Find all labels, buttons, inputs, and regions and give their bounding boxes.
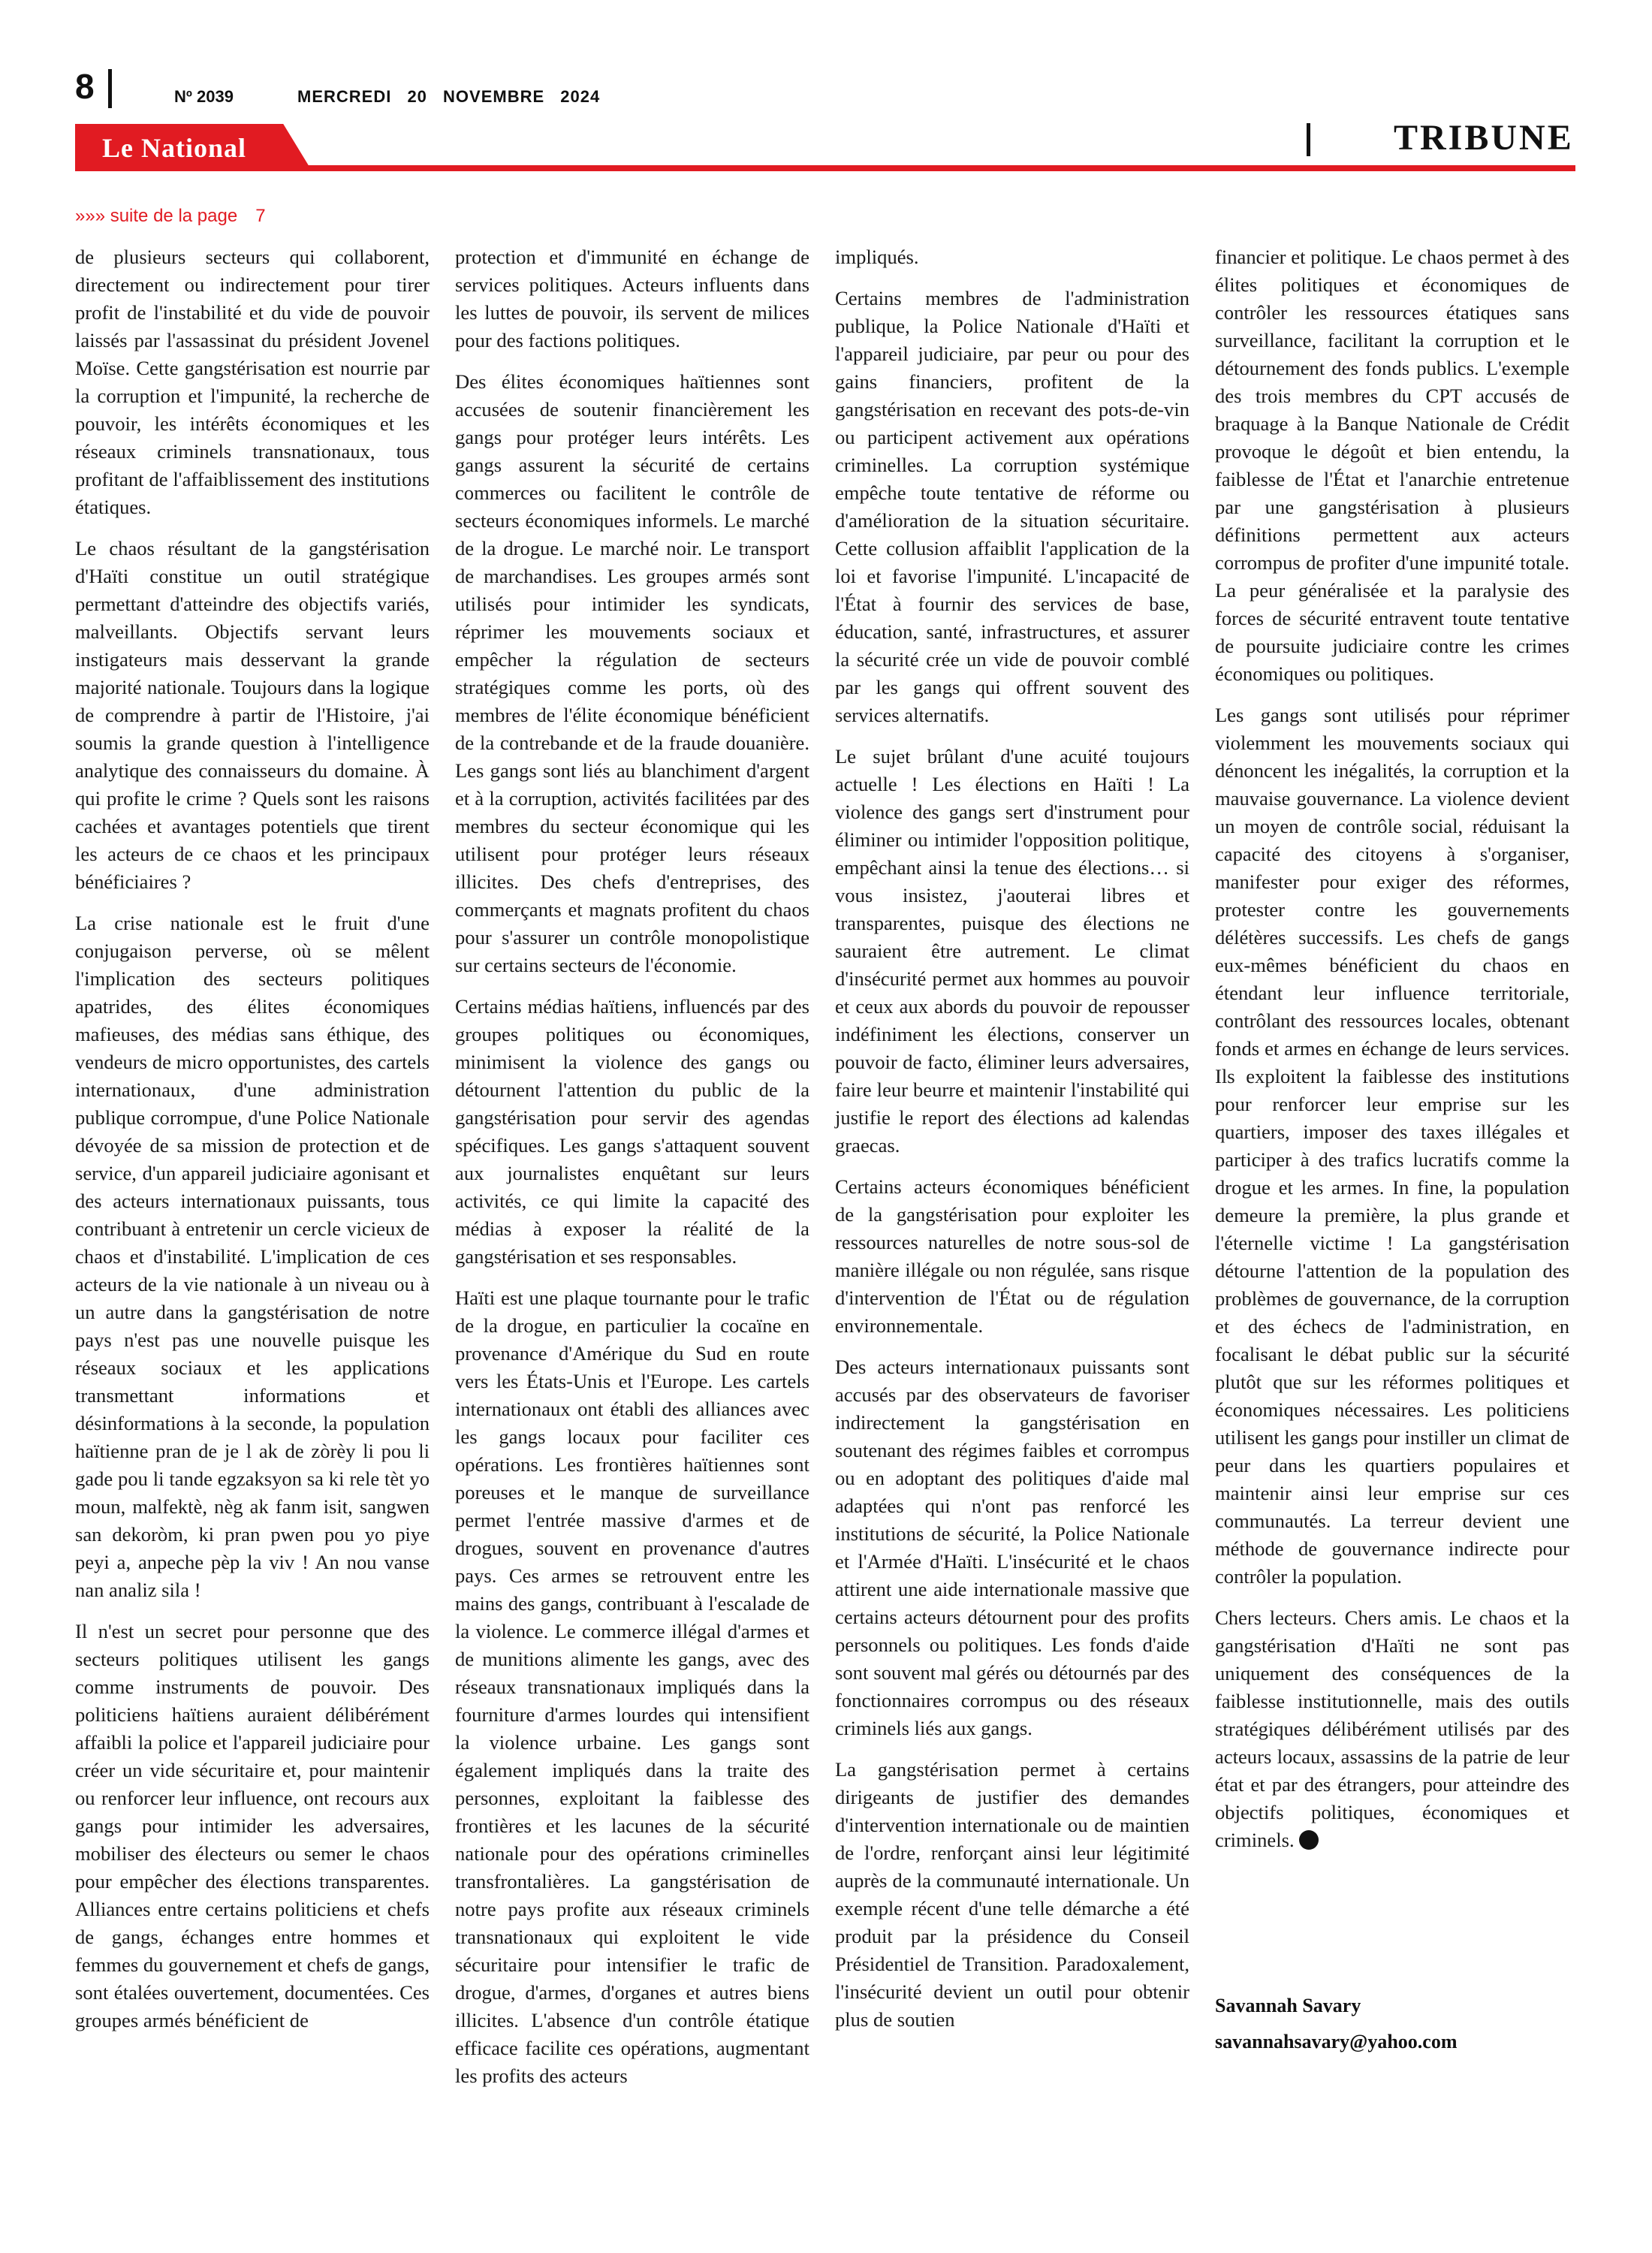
closing-paragraph [1215,1604,1569,1854]
article-column-1 [75,243,430,2048]
article-column-4 [1215,243,1569,1868]
continued-page: 7 [255,206,266,226]
paragraph: protection et d'immunité en échange de services politiques. Acteurs influents dans les luttes de pouvoir, ils servent de milices pour des factions politiques. [455,246,809,351]
paragraph: Certains acteurs économiques bénéficient de la gangstérisation pour exploiter les ressources naturelles de notre sous-sol de manière illégale ou non régulée, sans risque d'intervention de l'État ou de régulation environnementale. [835,1175,1189,1337]
paragraph: Il n'est un secret pour personne que des secteurs politiques utilisent les gangs comme instruments de pouvoir. Des politiciens haïtiens auraient délibérément affaibli la police et l'appareil judiciaire pour créer un vide sécuritaire et, pour maintenir ou renforcer leur influence, ont recours aux gangs pour intimider les adversaires, mobiliser des électeurs ou semer le chaos pour empêcher des élections transparentes. Alliances entre certains politiciens et chefs de gangs, échanges entre hommes et femmes du gouvernement et chefs de gangs, sont étalées ouvertement, documentées. Ces groupes armés bénéficient de [75,1620,430,2031]
article-column-3 [835,243,1189,2047]
paragraph: Les gangs sont utilisés pour réprimer violemment les mouvements sociaux qui dénoncent les inégalités, la corruption et la mauvaise gouvernance. La violence devient un moyen de contrôle social, réduisant la capacité des citoyens à s'organiser, manifester pour exiger des réformes, protester contre les gouvernements délétères successifs. Les chefs de gangs eux-mêmes bénéficient du chaos en étendant leur influence territoriale, contrôlant des ressources locales, obtenant fonds et armes en échange de leurs services. Ils exploitent la faiblesse des institutions pour renforcer leur emprise sur les quartiers, imposer des taxes illégales et participer à des trafics lucratifs comme la drogue et les armes. In fine, la population demeure la première, la plus grande et l'éternelle victime ! La gangstérisation détourne l'attention de la population des problèmes de gouvernance, de la corruption et des échecs de l'administration, en focalisant le débat public sur la sécurité plutôt que sur les réformes politiques et économiques nécessaires. Les politiciens utilisent les gangs pour instiller un climat de peur dans les quartiers populaires et maintenir ainsi leur emprise sur ces communautés. La terreur devient une méthode de gouvernance indirecte pour contrôler la population. [1215,704,1569,1588]
paragraph: impliqués. [835,246,919,268]
paragraph: Certains membres de l'administration publique, la Police Nationale d'Haïti et l'appareil judiciaire, par peur ou pour des gains financiers, profitent de la gangstérisation en recevant des pots-de-vin ou participent activement aux opérations criminelles. La corruption systémique empêche toute tentative de réforme ou d'amélioration de la situation sécuritaire. Cette collusion affaiblit l'application de la loi et favorise l'impunité. L'incapacité de l'État à fournir des services de base, éducation, santé, infrastructures, et assurer la sécurité crée un vide de pouvoir comblé par les gangs qui offrent souvent des services alternatifs. [835,287,1189,726]
header-rule [75,165,1575,171]
section-title: TRIBUNE [1394,118,1574,158]
issue-date: MERCREDI 20 NOVEMBRE 2024 [297,87,601,106]
paragraph: Certains médias haïtiens, influencés par des groupes politiques ou économiques, minimisent la violence des gangs ou détournent l'attention du public de la gangstérisation pour servir des agendas spécifiques. Les gangs s'attaquent souvent aux journalistes enquêtant sur leurs activités, ce qui limite la capacité des médias à exposer la réalité de la gangstérisation et ses responsables. [455,995,809,1268]
header-divider [108,69,112,108]
section-divider [1307,123,1310,156]
author-name: Savannah Savary [1215,1995,1361,2016]
paragraph: Des élites économiques haïtiennes sont accusées de soutenir financièrement les gangs pour protéger leurs intérêts. Les gangs assurent la sécurité de certains commerces ou facilitent le contrôle de secteurs économiques informels. Le marché de la drogue. Le marché noir. Le transport de marchandises. Les groupes armés sont utilisés pour intimider les syndicats, réprimer les mouvements sociaux et empêcher la régulation de secteurs stratégiques comme les ports, où des membres de l'élite économique bénéficient de la contrebande et de la fraude douanière. Les gangs sont liés au blanchiment d'argent et à la corruption, activités facilitées par des membres du secteur économique qui les utilisent pour protéger leurs réseaux illicites. Des chefs d'entreprises, des commerçants et magnats profitent du chaos pour s'assurer un contrôle monopolistique sur certains secteurs de l'économie. [455,370,809,976]
paragraph: financier et politique. Le chaos permet à des élites politiques et économiques de contrôler les ressources étatiques sans surveillance, facilitant la corruption et le détournement des fonds publics. L'exemple des trois membres du CPT accusés de braquage à la Banque Nationale de Crédit provoque le dégoût et bien entendu, la faiblesse de l'État et l'anarchie entretenue par une gangstérisation à plusieurs définitions permettent aux acteurs corrompus de profiter d'une impunité totale. La peur généralisée et la paralysie des forces de sécurité entravent toute tentative de poursuite judiciaire contre les crimes économiques ou politiques. [1215,246,1569,685]
paragraph: Le chaos résultant de la gangstérisation d'Haïti constitue un outil stratégique permettant d'atteindre des objectifs variés, malveillants. Objectifs servant leurs instigateurs mais desservant la grande majorité nationale. Toujours dans la logique de comprendre à partir de l'Histoire, j'ai soumis la grande question à l'intelligence analytique des connaisseurs du domaine. À qui profite le crime ? Quels sont les raisons cachées et avantages potentiels que tirent les acteurs de ce chaos et les principaux bénéficiaires ? [75,537,430,893]
issue-number: Nº 2039 [174,87,234,106]
paragraph: Le sujet brûlant d'une acuité toujours actuelle ! Les élections en Haïti ! La violence des gangs sert d'instrument pour éliminer ou intimider l'opposition politique, empêchant ainsi la tenue des élections… si vous insistez, j'aouterai libres et transparentes, puisque des élections ne sauraient être autrement. Le climat d'insécurité permet aux hommes au pouvoir et ceux aux abords du pouvoir de repousser indéfiniment les élections, conserver un pouvoir de facto, éliminer leurs adversaires, faire leur beurre et maintenir l'instabilité qui justifie le report des élections ad kalendas graecas. [835,745,1189,1157]
paragraph: Haïti est une plaque tournante pour le trafic de la drogue, en particulier la cocaïne en provenance d'Amérique du Sud en route vers les États-Unis et l'Europe. Les cartels internationaux ont établi des alliances avec les gangs locaux pour faciliter ces opérations. Les frontières haïtiennes sont poreuses et le manque de surveillance permet l'entrée massive d'armes et de drogues, souvent en provenance d'autres pays. Ces armes se retrouvent entre les mains des gangs, contribuant à l'escalade de la violence. Le commerce illégal d'armes et de munitions alimente les gangs, avec des réseaux transnationaux impliqués dans la fourniture d'armes lourdes qui intensifient la violence urbaine. Les gangs sont également impliqués dans la traite des personnes, exploitant la faiblesse des frontières et les lacunes de la sécurité nationale pour des opérations criminelles transfrontalières. La gangstérisation de notre pays profite aux réseaux criminels transnationaux qui exploitent le vide sécuritaire pour intensifier le trafic de drogue, d'armes, d'organes et autres biens illicites. L'absence d'un contrôle étatique efficace facilite ces opérations, augmentant les profits des acteurs [455,1286,809,2087]
continued-from [75,206,266,227]
end-mark-icon [1299,1830,1319,1850]
author-email: savannahsavary@yahoo.com [1215,2031,1458,2052]
paragraph: La crise nationale est le fruit d'une conjugaison perverse, où se mêlent l'implication des secteurs politiques apatrides, des élites économiques mafieuses, des médias sans éthique, des vendeurs de micro opportunistes, des cartels internationaux, d'une administration publique corrompue, d'une Police Nationale dévoyée de sa mission de protection et de service, d'un appareil judiciaire agonisant et des acteurs internationaux puissants, tous contribuant à entretenir un cercle vicieux de chaos et d'instabilité. L'implication de ces acteurs de la vie nationale à un niveau ou à un autre dans la gangstérisation de notre pays n'est pas une nouvelle puisque les réseaux sociaux et les applications transmettant informations et désinformations à la seconde, la population haïtienne pran de je l ak de zòrèy li pou li gade pou li tande egzaksyon sa ki rele tèt yo moun, malfektè, nèg ak fanm isit, sangwen san dekoròm, ki pran pwen pou yo piye peyi a, anpeche pèp la viv ! An nou vanse nan analiz sila ! [75,912,430,1601]
continued-label: »»» suite de la page [75,206,238,226]
closing-text: Chers lecteurs. Chers amis. Le chaos et la gangstérisation d'Haïti ne sont pas uniquement des conséquences de la faiblesse institutionnelle, mais des outils stratégiques délibérément utilisés par des acteurs locaux, assassins de la patrie de leur état et par des étrangers, pour atteindre des objectifs politiques, économiques et criminels. [1215,1606,1569,1851]
paragraph: La gangstérisation permet à certains dirigeants de justifier des demandes d'intervention internationale ou de maintien de l'ordre, renforçant ainsi leur légitimité auprès de la communauté internationale. Un exemple récent d'une telle démarche a été produit par la présidence du Conseil Présidentiel de Transition. Paradoxalement, l'insécurité devient un outil pour obtenir plus de soutien [835,1758,1189,2031]
brand-name: Le National [102,133,247,163]
page-number: 8 [75,67,95,106]
article-column-2 [455,243,809,2104]
paragraph: Des acteurs internationaux puissants sont accusés par des observateurs de favoriser indirectement la gangstérisation en soutenant des régimes faibles et corrompus ou en adoptant des politiques d'aide mal adaptées qui n'ont pas renforcé les institutions de sécurité, la Police Nationale et l'Armée d'Haïti. L'insécurité et le chaos attirent une aide internationale massive que certains acteurs détournent pour des profits personnels ou politiques. Les fonds d'aide sont souvent mal gérés ou détournés par des fonctionnaires corrompus ou des réseaux criminels liés aux gangs. [835,1356,1189,1739]
paragraph: de plusieurs secteurs qui collaborent, directement ou indirectement pour tirer profit de l'instabilité et du vide de pouvoir laissés par l'assassinat du président Jovenel Moïse. Cette gangstérisation est nourrie par la corruption et l'impunité, la recherche de pouvoir, les intérêts économiques et les réseaux criminels transnationaux, tous profitant de l'affaiblissement des institutions étatiques. [75,246,430,518]
